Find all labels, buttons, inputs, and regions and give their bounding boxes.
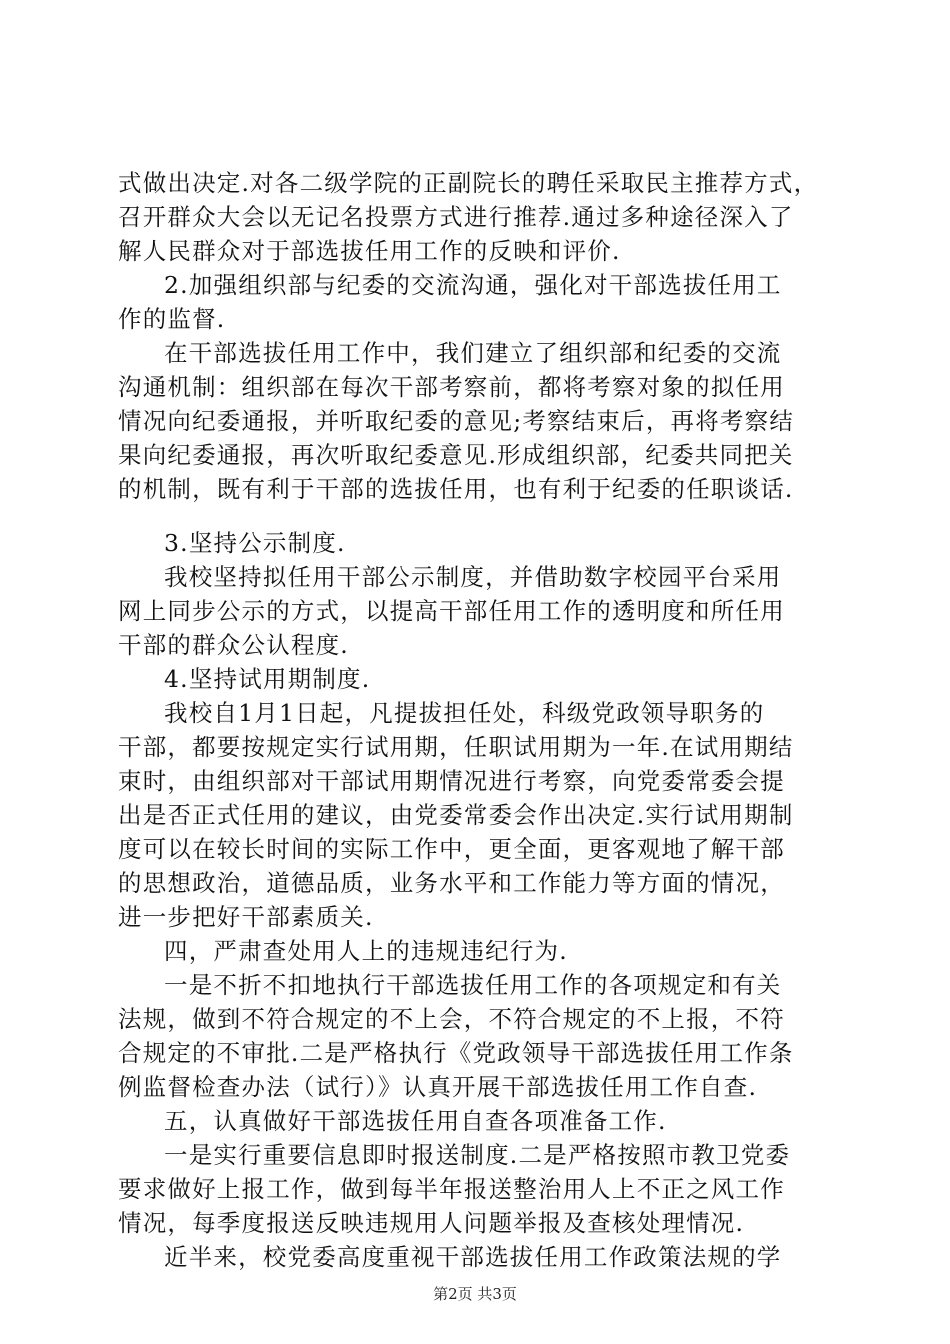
- text-line: 沟通机制：组织部在每次干部考察前，都将考察对象的拟任用: [118, 373, 785, 401]
- text-line: 我校自1月1日起，凡提拔担任处，科级党政领导职务的: [164, 699, 765, 727]
- text-line: 干部的群众公认程度.: [118, 631, 349, 659]
- text-line: 3.坚持公示制度.: [164, 529, 346, 557]
- text-line: 法规，做到不符合规定的不上会，不符合规定的不上报，不符: [118, 1005, 785, 1033]
- text-line: 的思想政治，道德品质，业务水平和工作能力等方面的情况，: [118, 869, 785, 897]
- page-number-footer: 第2页 共3页: [433, 1285, 517, 1303]
- text-line: 我校坚持拟任用干部公示制度，并借助数字校园平台采用: [164, 563, 782, 591]
- text-line: 度可以在较长时间的实际工作中，更全面，更客观地了解干部: [118, 835, 785, 863]
- text-line: 的机制，既有利于干部的选拔任用，也有利于纪委的任职谈话.: [118, 475, 794, 503]
- text-line: 情况向纪委通报，并听取纪委的意见;考察结束后，再将考察结: [118, 407, 795, 435]
- text-line: 要求做好上报工作，做到每半年报送整治用人上不正之风工作: [118, 1175, 785, 1203]
- text-line: 出是否正式任用的建议，由党委常委会作出决定.实行试用期制: [118, 801, 794, 829]
- text-line: 进一步把好干部素质关.: [118, 903, 374, 931]
- text-line: 四，严肃查处用人上的违规违纪行为.: [164, 937, 568, 965]
- text-line: 解人民群众对于部选拔任用工作的反映和评价.: [118, 237, 621, 265]
- text-line: 式做出决定.对各二级学院的正副院长的聘任采取民主推荐方式，: [118, 169, 819, 197]
- text-line: 一是实行重要信息即时报送制度.二是严格按照市教卫党委: [164, 1141, 791, 1169]
- text-line: 近半来，校党委高度重视干部选拔任用工作政策法规的学: [164, 1243, 782, 1271]
- text-line: 例监督检查办法（试行）》认真开展干部选拔任用工作自查.: [118, 1073, 758, 1101]
- text-line: 果向纪委通报，再次听取纪委意见.形成组织部，纪委共同把关: [118, 441, 794, 469]
- text-line: 作的监督.: [118, 305, 226, 333]
- text-line: 五，认真做好干部选拔任用自查各项准备工作.: [164, 1107, 667, 1135]
- text-line: 召开群众大会以无记名投票方式进行推荐.通过多种途径深入了: [118, 203, 794, 231]
- text-line: 情况，每季度报送反映违规用人问题举报及查核处理情况.: [118, 1209, 745, 1237]
- text-line: 干部，都要按规定实行试用期，任职试用期为一年.在试用期结: [118, 733, 794, 761]
- text-line: 一是不折不扣地执行干部选拔任用工作的各项规定和有关: [164, 971, 782, 999]
- text-line: 在干部选拔任用工作中，我们建立了组织部和纪委的交流: [164, 339, 782, 367]
- text-line: 束时，由组织部对干部试用期情况进行考察，向党委常委会提: [118, 767, 785, 795]
- text-line: 网上同步公示的方式，以提高干部任用工作的透明度和所任用: [118, 597, 785, 625]
- text-line: 2.加强组织部与纪委的交流沟通，强化对干部选拔任用工: [164, 271, 782, 299]
- text-line: 4.坚持试用期制度.: [164, 665, 371, 693]
- text-line: 合规定的不审批.二是严格执行《党政领导干部选拔任用工作条: [118, 1039, 794, 1067]
